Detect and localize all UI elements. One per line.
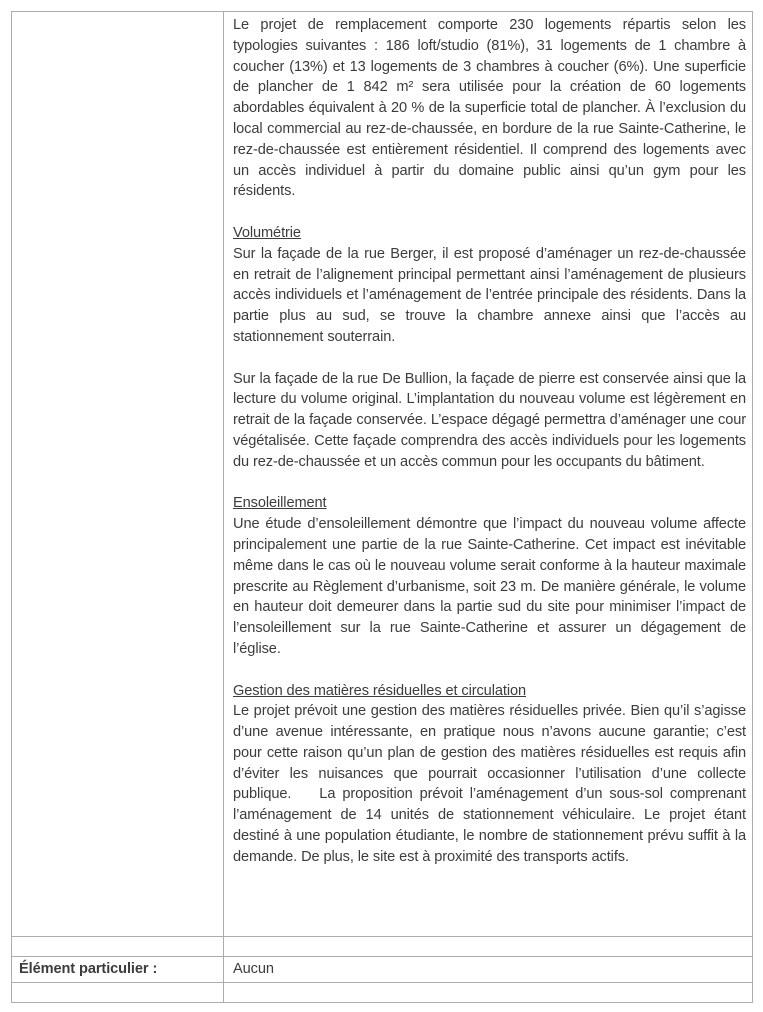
- section-paragraph: Sur la façade de la rue Berger, il est proposé d’aménager un rez-de-chaussée en retrait de l’alignement principal permettant ainsi l’aménagement de plusieurs accès individuels et l’aménagement de l’entrée principale des résidents. Dans la partie plus au sud, se trouve la chambre annexe ainsi que l’accès au stationnement souterrain.: [233, 245, 746, 345]
- section-heading: Ensoleillement: [233, 495, 327, 512]
- spacer-label-cell: [12, 937, 224, 957]
- element-particulier-value: Aucun: [233, 961, 274, 977]
- description-label-cell-empty: [12, 12, 224, 937]
- spacer-value-cell: [224, 937, 753, 957]
- element-particulier-label-cell: [12, 957, 224, 983]
- spacer-row-bottom: [12, 982, 753, 1002]
- spacer-row-top: [12, 937, 753, 957]
- element-particulier-row: [12, 957, 753, 983]
- spacer-value-cell: [224, 982, 753, 1002]
- description-section: [233, 223, 746, 348]
- description-section: [233, 15, 746, 202]
- section-paragraph: Une étude d’ensoleillement démontre que l’impact du nouveau volume affecte principalement une partie de la rue Sainte-Catherine. Cet impact est inévitable même dans le cas où le nouveau volume serait conforme à la hauteur maximale prescrite au Règlement d’urbanisme, soit 23 m. De manière générale, le volume en hauteur doit demeurer dans la partie sud du site pour minimiser l’impact de l’ensoleillement sur la rue Sainte-Catherine et assurer un dégagement de l’église.: [233, 516, 746, 657]
- element-particulier-value-cell: [224, 957, 753, 983]
- project-info-table: [11, 11, 753, 1003]
- section-paragraph: Le projet prévoit une gestion des matières résiduelles privée. Bien qu’il s’agisse d’une avenue intéressante, en pratique nous n’avons aucune garantie; c’est pour cette raison qu’un plan de gestion des matières résiduelles est requis afin d’éviter les nuisances que pourrait occasionner l’utilisation d’une collecte publique. La proposition prévoit l’aménagement d’un sous-sol comprenant l’aménagement de 14 unités de stationnement véhiculaire. Le projet étant destiné à une population étudiante, le nombre de stationnement prévu suffit à la demande. De plus, le site est à proximité des transports actifs.: [233, 703, 746, 865]
- description-value-cell: [224, 12, 753, 937]
- description-content: [224, 12, 752, 872]
- description-section: [233, 681, 746, 868]
- spacer-label-cell: [12, 982, 224, 1002]
- section-heading: Gestion des matières résiduelles et circulation: [233, 682, 526, 699]
- section-paragraph: Le projet de remplacement comporte 230 logements répartis selon les typologies suivantes : 186 loft/studio (81%), 31 logements de 1 chambre à coucher (13%) et 13 logements de 3 chambres à coucher (6%). Une superficie de plancher de 1 842 m² sera utilisée pour la création de 60 logements abordables équivalent à 20 % de la superficie total de plancher. À l’exclusion du local commercial au rez-de-chaussée, en bordure de la rue Sainte-Catherine, le rez-de-chaussée est entièrement résidentiel. Il comprend des logements avec un accès individuel à partir du domaine public ainsi qu’un gym pour les résidents.: [233, 17, 746, 200]
- description-section: [233, 493, 746, 659]
- section-heading: Volumétrie: [233, 224, 301, 241]
- description-row: [12, 12, 753, 937]
- section-paragraph: Sur la façade de la rue De Bullion, la façade de pierre est conservée ainsi que la lecture du volume original. L’implantation du nouveau volume est légèrement en retrait de la façade conservée. L’espace dégagé permettra d’aménager une cour végétalisée. Cette façade comprendra des accès individuels pour les logements du rez-de-chaussée et un accès commun pour les occupants du bâtiment.: [233, 370, 746, 470]
- description-section: [233, 369, 746, 473]
- element-particulier-label: Élément particulier :: [19, 961, 158, 977]
